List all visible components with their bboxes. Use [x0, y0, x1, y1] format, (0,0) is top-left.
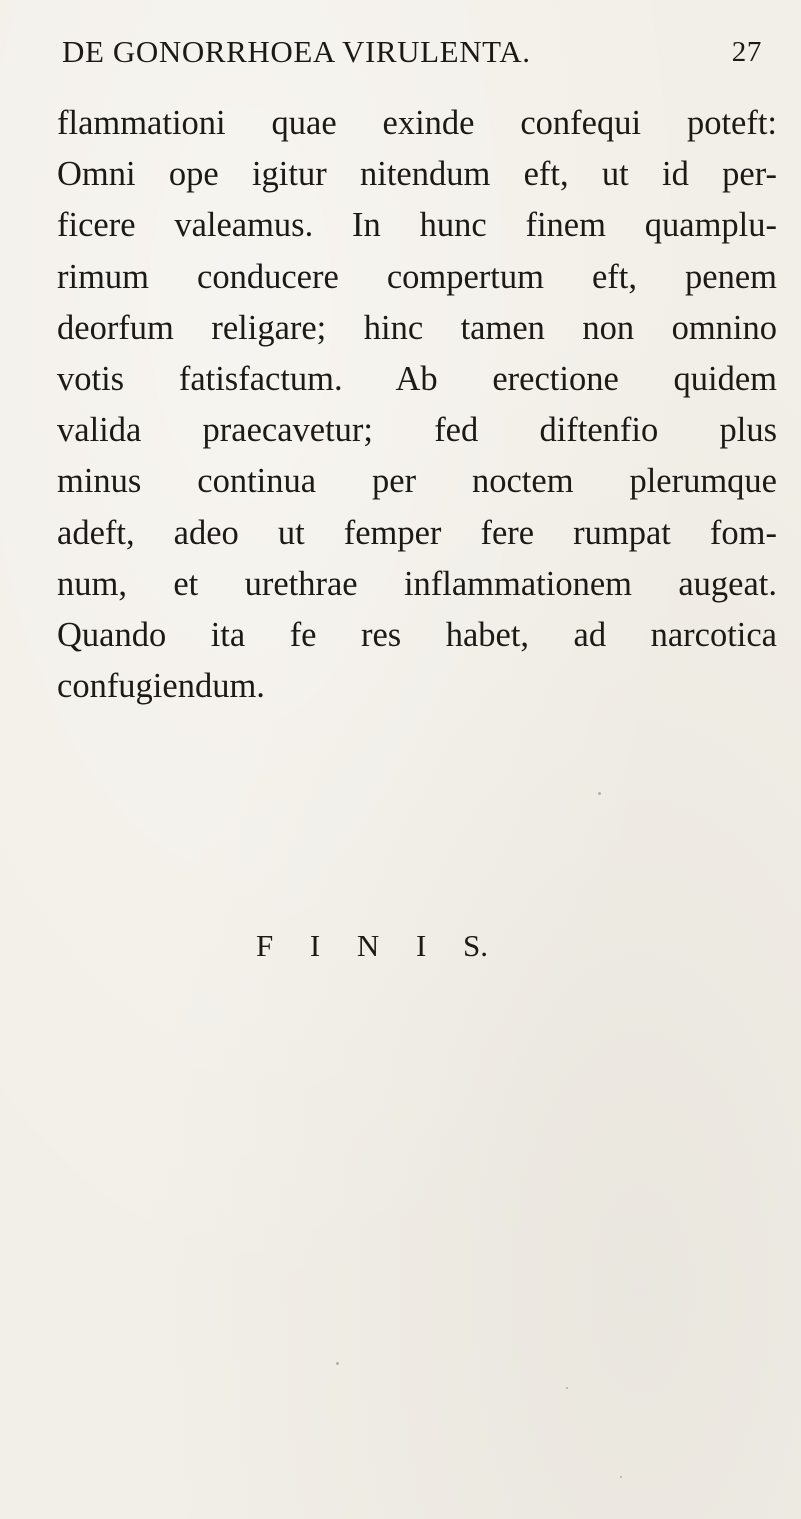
- finis-letter: I: [309, 928, 321, 963]
- finis-colophon: [256, 928, 488, 964]
- text-line: rimum conducere compertum eft, penem: [57, 257, 777, 296]
- text-line: minus continua per noctem plerumque: [57, 462, 777, 501]
- text-line: Quando ita fe res habet, ad narcotica: [57, 615, 777, 654]
- running-title: DE GONORRHOEA VIRULENTA.: [62, 34, 531, 69]
- text-line: votis fatisfactum. Ab erectione quidem: [57, 359, 777, 398]
- finis-letter: S.: [462, 928, 488, 963]
- finis-letter: F: [256, 928, 274, 963]
- finis-letter: I: [415, 928, 427, 963]
- paper-speck: [598, 792, 601, 795]
- finis-letter: N: [356, 928, 380, 963]
- body-paragraph: [57, 98, 777, 712]
- text-line: adeft, adeo ut femper fere rumpat fom-: [57, 513, 777, 552]
- text-line: confugiendum.: [57, 667, 265, 706]
- text-line: num, et urethrae inflammationem augeat.: [57, 564, 777, 603]
- page-number: 27: [731, 36, 762, 68]
- text-line: flammationi quae exinde confequi poteft:: [57, 104, 777, 142]
- text-line: Omni ope igitur nitendum eft, ut id per-: [57, 155, 777, 194]
- paper-speck: [566, 1387, 568, 1389]
- paper-speck: [620, 1476, 622, 1478]
- text-line: valida praecavetur; fed diftenfio plus: [57, 411, 777, 450]
- running-head: [62, 34, 762, 74]
- text-line: deorfum religare; hinc tamen non omnino: [57, 308, 777, 347]
- paper-speck: [336, 1362, 339, 1365]
- text-line: ficere valeamus. In hunc finem quamplu-: [57, 206, 777, 245]
